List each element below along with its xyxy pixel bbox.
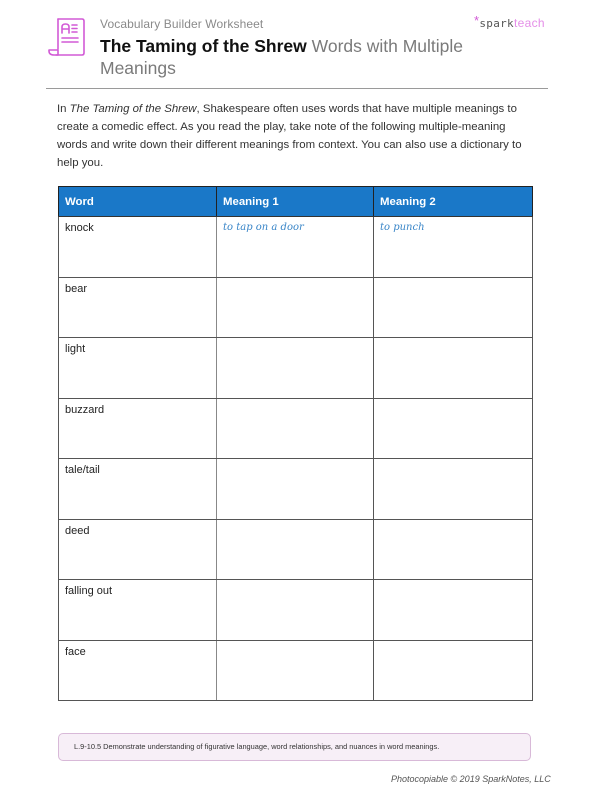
- meaning-1-cell[interactable]: [217, 519, 374, 580]
- column-header-meaning-1: Meaning 1: [217, 187, 374, 217]
- table-row: [59, 580, 533, 641]
- table-row: [59, 459, 533, 520]
- copyright-footer: Photocopiable © 2019 SparkNotes, LLC: [391, 774, 551, 784]
- instructions: [57, 100, 537, 172]
- word-cell: buzzard: [59, 398, 217, 459]
- column-header-meaning-2: Meaning 2: [374, 187, 533, 217]
- logo-spark: spark: [479, 17, 514, 30]
- meaning-1-cell[interactable]: [217, 277, 374, 338]
- meaning-2-cell[interactable]: [374, 338, 533, 399]
- meaning-2-cell[interactable]: [374, 459, 533, 520]
- worksheet-type: Vocabulary Builder Worksheet: [100, 17, 264, 31]
- table-header-row: [59, 187, 533, 217]
- vocabulary-table: [58, 186, 533, 701]
- meaning-1-cell[interactable]: [217, 580, 374, 641]
- word-cell: light: [59, 338, 217, 399]
- meaning-1-cell[interactable]: [217, 338, 374, 399]
- meaning-1-cell[interactable]: to tap on a door: [217, 217, 374, 278]
- meaning-1-cell[interactable]: [217, 459, 374, 520]
- standard-note: L.9-10.5 Demonstrate understanding of figurative language, word relationships, and nuances in word meanings.: [58, 733, 531, 761]
- column-header-word: Word: [59, 187, 217, 217]
- intro-prefix: In: [57, 103, 70, 115]
- title-rest: Words with Multiple Meanings: [100, 36, 464, 78]
- word-cell: tale/tail: [59, 459, 217, 520]
- logo-teach: teach: [513, 16, 545, 30]
- sparkteach-logo: [474, 13, 545, 30]
- play-title: The Taming of the Shrew: [100, 36, 307, 56]
- table-row: [59, 217, 533, 278]
- intro-text: , Shakespeare often uses words that have multiple meanings to create a comedic effect. As you read the play, take note of the following multiple-meaning words and write down their different meanings from context. You can also use a dictionary to help you.: [57, 103, 522, 169]
- worksheet-scroll-icon: [46, 15, 90, 59]
- word-cell: bear: [59, 277, 217, 338]
- header-divider: [46, 88, 548, 89]
- table-row: [59, 519, 533, 580]
- meaning-2-cell[interactable]: [374, 519, 533, 580]
- meaning-1-cell[interactable]: [217, 398, 374, 459]
- word-cell: falling out: [59, 580, 217, 641]
- table-row: [59, 398, 533, 459]
- meaning-2-cell[interactable]: [374, 580, 533, 641]
- table-row: [59, 277, 533, 338]
- meaning-2-cell[interactable]: to punch: [374, 217, 533, 278]
- word-cell: face: [59, 640, 217, 701]
- meaning-2-cell[interactable]: [374, 277, 533, 338]
- intro-play-title: The Taming of the Shrew: [69, 103, 197, 115]
- word-cell: deed: [59, 519, 217, 580]
- meaning-2-cell[interactable]: [374, 398, 533, 459]
- page-title: [100, 35, 520, 79]
- table-row: [59, 338, 533, 399]
- meaning-2-cell[interactable]: [374, 640, 533, 701]
- meaning-1-cell[interactable]: [217, 640, 374, 701]
- table-row: [59, 640, 533, 701]
- asterisk-icon: *: [474, 13, 480, 28]
- word-cell: knock: [59, 217, 217, 278]
